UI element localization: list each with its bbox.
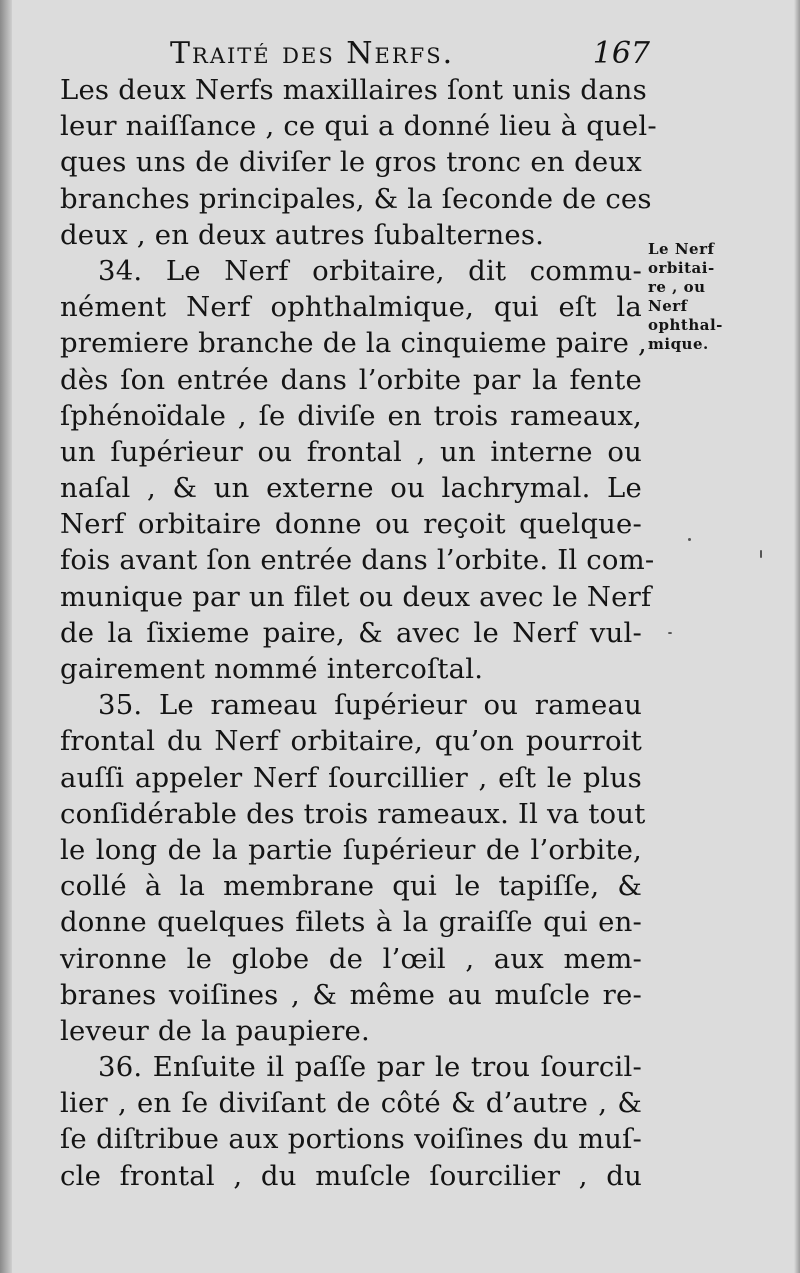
text-line: ſphénoïdale , ſe diviſe en trois rameaux,: [60, 399, 642, 432]
text-line: dès ſon entrée dans l’orbite par la fente: [60, 363, 642, 396]
running-head: [170, 36, 650, 76]
text-line: Les deux Nerfs maxillaires ſont unis dans: [60, 74, 647, 106]
text-line: branches principales, & la ſeconde de ces: [60, 182, 652, 215]
text-line: nément Nerf ophthalmique, qui eſt la: [60, 291, 642, 324]
text-line: auſſi appeler Nerf ſourcillier , eſt le plus: [60, 761, 642, 794]
paragraph-35-start: 35. Le rameau ſupérieur ou rameau: [98, 689, 642, 722]
paper-speck: [668, 632, 672, 634]
text-line: naſal , & un externe ou lachrymal. Le: [60, 472, 642, 505]
text-line: lier , en ſe diviſant de côté & d’autre , &: [60, 1087, 642, 1120]
paper-speck: [688, 538, 691, 541]
margin-note: [648, 240, 748, 354]
text-line: un ſupérieur ou frontal , un interne ou: [60, 435, 642, 468]
margin-note-line: mique.: [648, 335, 709, 353]
text-line: munique par un filet ou deux avec le Nerf: [60, 580, 652, 613]
text-line: leur naiſſance , ce qui a donné lieu à quel-: [60, 110, 657, 143]
text-line: premiere branche de la cinquieme paire ,: [60, 327, 647, 360]
text-line: ſe diſtribue aux portions voiſines du muſ-: [60, 1123, 642, 1156]
margin-note-line: orbitai-: [648, 259, 715, 277]
running-title: Traité des Nerfs.: [170, 36, 455, 71]
text-line: leveur de la paupiere.: [60, 1014, 370, 1047]
paper-speck: [760, 550, 762, 558]
text-line: cle frontal , du muſcle ſourcilier , du: [60, 1159, 642, 1192]
margin-note-line: ophthal-: [648, 316, 723, 334]
paragraph-34-start: 34. Le Nerf orbitaire, dit commu-: [98, 254, 642, 287]
body-text: [60, 72, 657, 1194]
text-line: fois avant ſon entrée dans l’orbite. Il com-: [60, 544, 655, 577]
text-line: frontal du Nerf orbitaire, qu’on pourroit: [60, 725, 642, 758]
page-number: 167: [592, 36, 650, 71]
text-line: vironne le globe de l’œil , aux mem-: [60, 942, 642, 975]
text-line: donne quelques filets à la graiſſe qui en-: [60, 906, 642, 939]
text-line: conſidérable des trois rameaux. Il va tout: [60, 797, 646, 830]
text-line: ques uns de diviſer le gros tronc en deux: [60, 146, 642, 179]
text-line: collé à la membrane qui le tapiſſe, &: [60, 870, 642, 903]
margin-note-line: Nerf: [648, 297, 688, 315]
margin-note-line: Le Nerf: [648, 240, 715, 258]
text-line: Nerf orbitaire donne ou reçoit quelque-: [60, 508, 642, 541]
margin-note-line: re , ou: [648, 278, 706, 296]
text-line: branes voiſines , & même au muſcle re-: [60, 978, 642, 1011]
text-line: gairement nommé intercoſtal.: [60, 653, 484, 685]
text-line: deux , en deux autres ſubalternes.: [60, 218, 545, 251]
paragraph-36-start: 36. Enſuite il paſſe par le trou ſourcil-: [98, 1051, 642, 1084]
text-line: le long de la partie ſupérieur de l’orbite,: [60, 833, 642, 866]
text-line: de la ſixieme paire, & avec le Nerf vul-: [60, 616, 642, 649]
